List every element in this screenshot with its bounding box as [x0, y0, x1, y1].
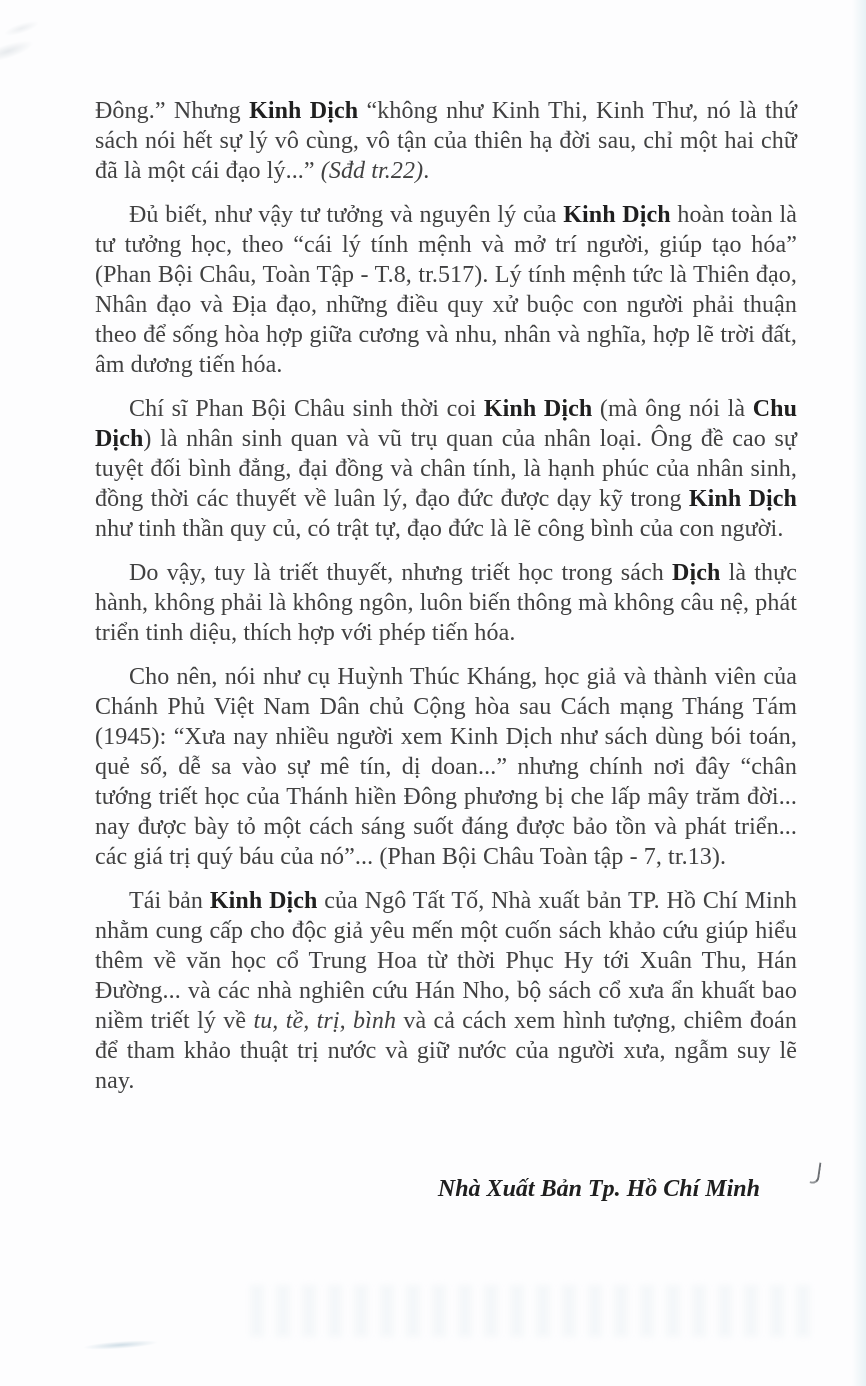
text-segment: (Sđd tr.22): [320, 158, 424, 184]
text-segment: Chu Dịch: [95, 396, 798, 452]
text-segment: Kinh Dịch: [209, 888, 318, 914]
text-segment: .: [423, 158, 430, 184]
bleed-through-ghost-text: [250, 1285, 810, 1337]
text-segment: Tái bản: [129, 888, 210, 914]
text-segment: (mà ông nói là: [592, 396, 753, 422]
text-segment: Cho nên, nói như cụ Huỳnh Thúc Kháng, học giả và thành viên của Chánh Phủ Việt Nam Dân chủ Cộng hòa sau Cách mạng Tháng Tám (1945): “Xưa nay nhiều người xem Kinh Dịch như sách dùng bói toán, quẻ số, dễ sa vào sự mê tín, dị doan...” nhưng chính nơi đây “chân tướng triết học của Thánh hiền Đông phương bị che lấp mây trăm đời... nay được bày tỏ một cách sáng suốt đáng được bảo tồn và phát triển... các giá trị quý báu của nó”... (Phan Bội Châu Toàn tập - 7, tr.13).: [95, 664, 797, 870]
text-segment: là thực hành, không phải là không ngôn, luôn biến thông mà không câu nệ, phát triển tinh diệu, thích hợp với phép tiến hóa.: [95, 560, 798, 646]
paragraph-3: [95, 394, 797, 544]
text-segment: tu, tề, trị, bình: [253, 1008, 397, 1034]
publisher-signature: Nhà Xuất Bản Tp. Hồ Chí Minh: [437, 1176, 760, 1202]
paragraph-6: [95, 886, 797, 1096]
text-segment: hoàn toàn là tư tưởng học, theo “cái lý tính mệnh và mở trí người, giúp tạo hóa” (Phan Bội Châu, Toàn Tập - T.8, tr.517). Lý tính mệnh tức là Thiên đạo, Nhân đạo và Địa đạo, những điều quy xử buộc con người phải thuận theo để sống hòa hợp giữa cương và nhu, nhân và nghĩa, hợp lẽ trời đất, âm dương tiến hóa.: [95, 202, 797, 378]
scan-smudge-bottom-left: [68, 1334, 174, 1355]
text-segment: và cả cách xem hình tượng, chiêm đoán để tham khảo thuật trị nước và giữ nước của người xưa, ngẫm suy lẽ nay.: [95, 1008, 797, 1094]
text-segment: của Ngô Tất Tố, Nhà xuất bản TP. Hồ Chí Minh nhằm cung cấp cho độc giả yêu mến một cuốn sách khảo cứu giúp hiểu thêm về văn học cổ Trung Hoa từ thời Phục Hy tới Xuân Thu, Hán Đường... và các nhà nghiên cứu Hán Nho, bộ sách cổ xưa ẩn khuất bao niềm triết lý về: [95, 888, 798, 1034]
text-segment: Đủ biết, như vậy tư tưởng và nguyên lý của: [129, 202, 564, 228]
text-segment: Đông.” Nhưng: [95, 98, 250, 124]
text-segment: Kinh Dịch: [688, 486, 797, 512]
ink-mark: [810, 1161, 822, 1184]
text-segment: Kinh Dịch: [483, 396, 593, 422]
paragraph-4: [95, 558, 797, 648]
page-edge-tint: [852, 0, 866, 1386]
paragraph-2: [95, 200, 797, 380]
scan-smudge-top-left: [0, 0, 71, 89]
text-block: [95, 96, 797, 1110]
text-segment: “không như Kinh Thi, Kinh Thư, nó là thứ sách nói hết sự lý vô cùng, vô tận của thiên hạ đời sau, chỉ một hai chữ đã là một cái đạo lý...”: [95, 98, 798, 184]
paragraph-1: [95, 96, 797, 186]
paragraph-5: [95, 662, 797, 872]
text-segment: Do vậy, tuy là triết thuyết, nhưng triết học trong sách: [129, 560, 673, 586]
text-segment: như tinh thần quy củ, có trật tự, đạo đức là lẽ công bình của con người.: [95, 516, 784, 542]
text-segment: Kinh Dịch: [563, 202, 671, 228]
text-segment: ) là nhân sinh quan và vũ trụ quan của nhân loại. Ông đề cao sự tuyệt đối bình đẳng, đại đồng và chân tính, là hạnh phúc của nhân sinh, đồng thời các thuyết về luân lý, đạo đức được dạy kỹ trong: [95, 426, 797, 512]
text-segment: Chí sĩ Phan Bội Châu sinh thời coi: [129, 396, 484, 422]
text-segment: Kinh Dịch: [249, 98, 359, 124]
text-segment: Dịch: [672, 560, 721, 586]
signature-holder: [95, 1160, 797, 1203]
